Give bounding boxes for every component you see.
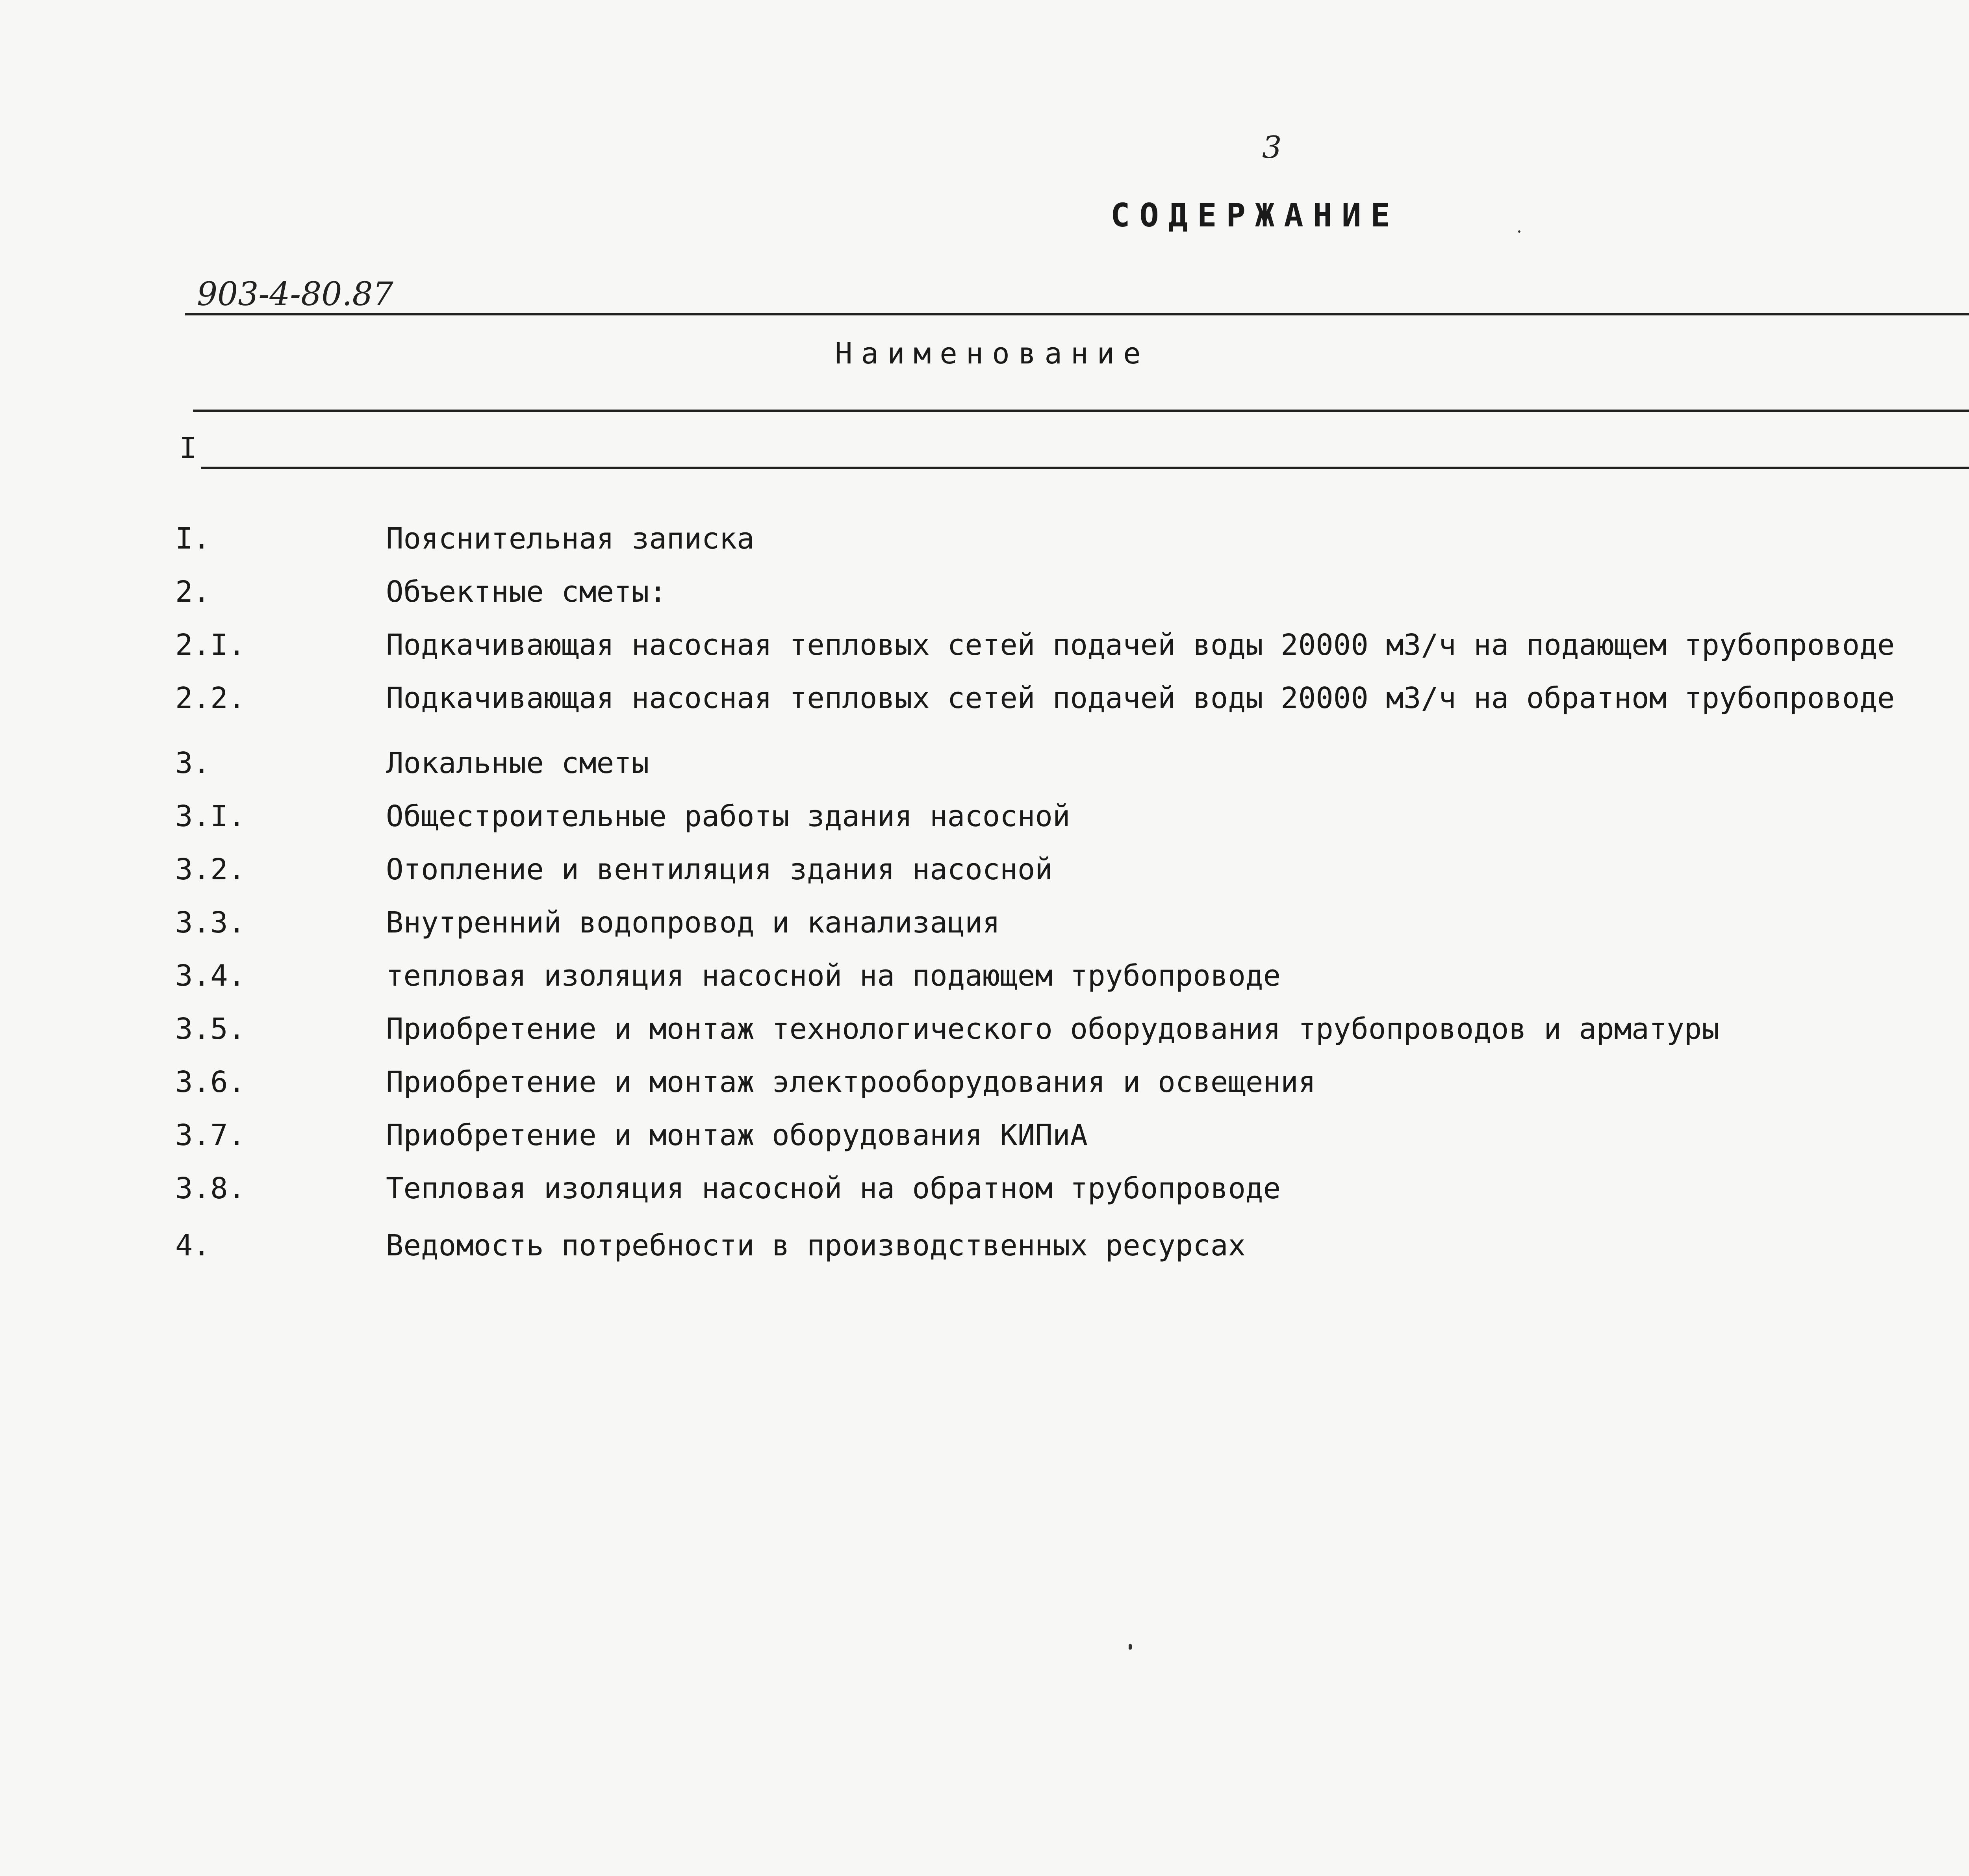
header-name: Наименование — [835, 337, 1150, 371]
row-name: Общестроительные работы здания насосной — [386, 799, 1070, 833]
table-row — [0, 1229, 1969, 1276]
scan-speck — [1129, 1644, 1132, 1650]
row-name: Подкачивающая насосная тепловых сетей подачей воды 20000 м3/ч на подающем трубопроводе — [386, 628, 1895, 662]
table-row — [0, 746, 1969, 793]
row-number: I. — [175, 522, 211, 556]
table-row — [0, 628, 1969, 675]
row-name: Подкачивающая насосная тепловых сетей подачей воды 20000 м3/ч на обратном трубопроводе — [386, 681, 1895, 715]
document-code: 903-4-80.87 — [197, 276, 393, 313]
row-number: 3.7. — [175, 1118, 246, 1152]
row-number: 3.I. — [175, 799, 246, 833]
table-row — [0, 959, 1969, 1006]
column-number-1: I — [179, 431, 197, 465]
table-row — [0, 681, 1969, 729]
row-name: Тепловая изоляция насосной на обратном трубопроводе — [386, 1172, 1281, 1205]
row-name: Приобретение и монтаж технологического оборудования трубопроводов и арматуры — [386, 1012, 1719, 1046]
row-number: 3.3. — [175, 906, 246, 940]
row-name: Приобретение и монтаж оборудования КИПиА — [386, 1118, 1088, 1152]
row-name: Объектные сметы: — [386, 575, 667, 609]
page-title: СОДЕРЖАНИЕ — [1111, 197, 1400, 234]
row-name: Отопление и вентиляция здания насосной — [386, 853, 1053, 886]
table-header-divider — [193, 410, 1969, 412]
row-number: 2.2. — [175, 681, 246, 715]
table-row — [0, 853, 1969, 900]
table-column-numbers-divider — [201, 467, 1969, 469]
row-number: 2.I. — [175, 628, 246, 662]
page-number: 3 — [1262, 130, 1282, 165]
row-name: Внутренний водопровод и канализация — [386, 906, 1000, 940]
row-name: Пояснительная записка — [386, 522, 755, 556]
scan-speck — [1518, 230, 1520, 233]
table-row — [0, 522, 1969, 569]
row-number: 2. — [175, 575, 211, 609]
table-row — [0, 1065, 1969, 1112]
table-row — [0, 1172, 1969, 1219]
table-row — [0, 575, 1969, 622]
row-name: Ведомость потребности в производственных ресурсах — [386, 1229, 1246, 1262]
table-row — [0, 1012, 1969, 1059]
table-row — [0, 1118, 1969, 1166]
row-name: тепловая изоляция насосной на подающем трубопроводе — [386, 959, 1281, 993]
row-number: 3.4. — [175, 959, 246, 993]
table-row — [0, 906, 1969, 953]
row-name: Локальные сметы — [386, 746, 649, 780]
row-number: 4. — [175, 1229, 211, 1262]
table-top-border — [185, 313, 1969, 315]
table-row — [0, 799, 1969, 847]
row-number: 3.8. — [175, 1172, 246, 1205]
row-number: 3. — [175, 746, 211, 780]
row-name: Приобретение и монтаж электрооборудования и освещения — [386, 1065, 1316, 1099]
row-number: 3.5. — [175, 1012, 246, 1046]
row-number: 3.2. — [175, 853, 246, 886]
row-number: 3.6. — [175, 1065, 246, 1099]
